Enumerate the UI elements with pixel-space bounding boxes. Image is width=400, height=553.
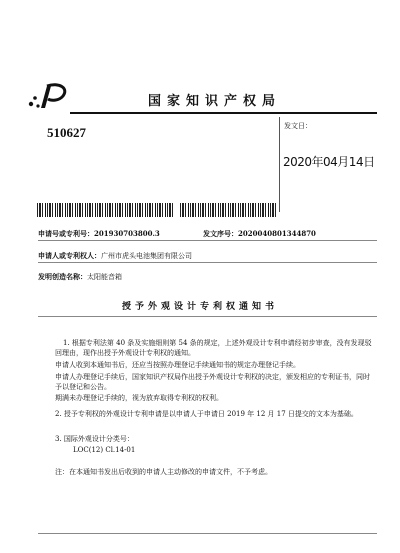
classification-code: LOC(12) Cl.14-01: [73, 446, 136, 454]
applicant: 广州市虎头电池集团有限公司: [101, 252, 192, 260]
issue-date: 2020年04月14日: [283, 155, 375, 169]
header-rule: [70, 112, 377, 114]
cnipa-logo-icon: [25, 80, 71, 110]
applicant-row: [38, 251, 192, 261]
field-rule: [38, 262, 377, 263]
design-name: 太阳能音箱: [87, 273, 122, 281]
paragraph-1: 1. 根据专利法第 40 条及实施细则第 54 条的规定，上述外观设计专利申请经初步审查，没有发现驳回理由，现作出授予外观设计专利权的通知。: [55, 339, 372, 357]
note: 注：在本通知书发出后收到的申请人主动修改的申请文件，不予考虑。: [55, 468, 272, 476]
application-number: 201930703800.3: [94, 229, 160, 238]
paragraph-1d: 期满未办理登记手续的，视为放弃取得专利权的权利。: [55, 394, 223, 402]
issue-date-label: 发文日：: [284, 122, 312, 130]
paragraph-1c: 申请人办理登记手续后，国家知识产权局作出授予外观设计专利权的决定，颁发相应的专利证书，同时予以登记和公告。: [55, 373, 370, 391]
title-rule: [38, 316, 377, 317]
barcode-left: [37, 203, 173, 217]
postcode: 510627: [47, 125, 86, 140]
notice-title: 授予外观设计专利权通知书: [121, 302, 278, 312]
paragraph-3: 3. 国际外观设计分类号：: [55, 435, 134, 443]
application-number-row: [38, 229, 160, 239]
footer-rule: [38, 533, 377, 534]
design-name-label: 发明创造名称：: [38, 272, 87, 281]
field-rule: [38, 240, 377, 241]
paragraph-1b: 申请人收到本通知书后，还应当按照办理登记手续通知书的规定办理登记手续。: [55, 361, 300, 369]
document-serial: 2020040801344870: [238, 229, 316, 238]
office-name: 国家知识产权局: [148, 94, 282, 109]
application-number-label: 申请号或专利号：: [38, 229, 94, 238]
document-serial-row: [203, 229, 316, 239]
document-serial-label: 发文序号：: [203, 229, 238, 238]
applicant-label: 申请人或专利权人：: [38, 251, 101, 260]
design-name-row: [38, 272, 122, 282]
paragraph-2: 2. 授予专利权的外观设计专利申请是以申请人于申请日 2019 年 12 月 17 日提交的文本为基础。: [55, 410, 358, 418]
barcode-right: [180, 203, 277, 217]
